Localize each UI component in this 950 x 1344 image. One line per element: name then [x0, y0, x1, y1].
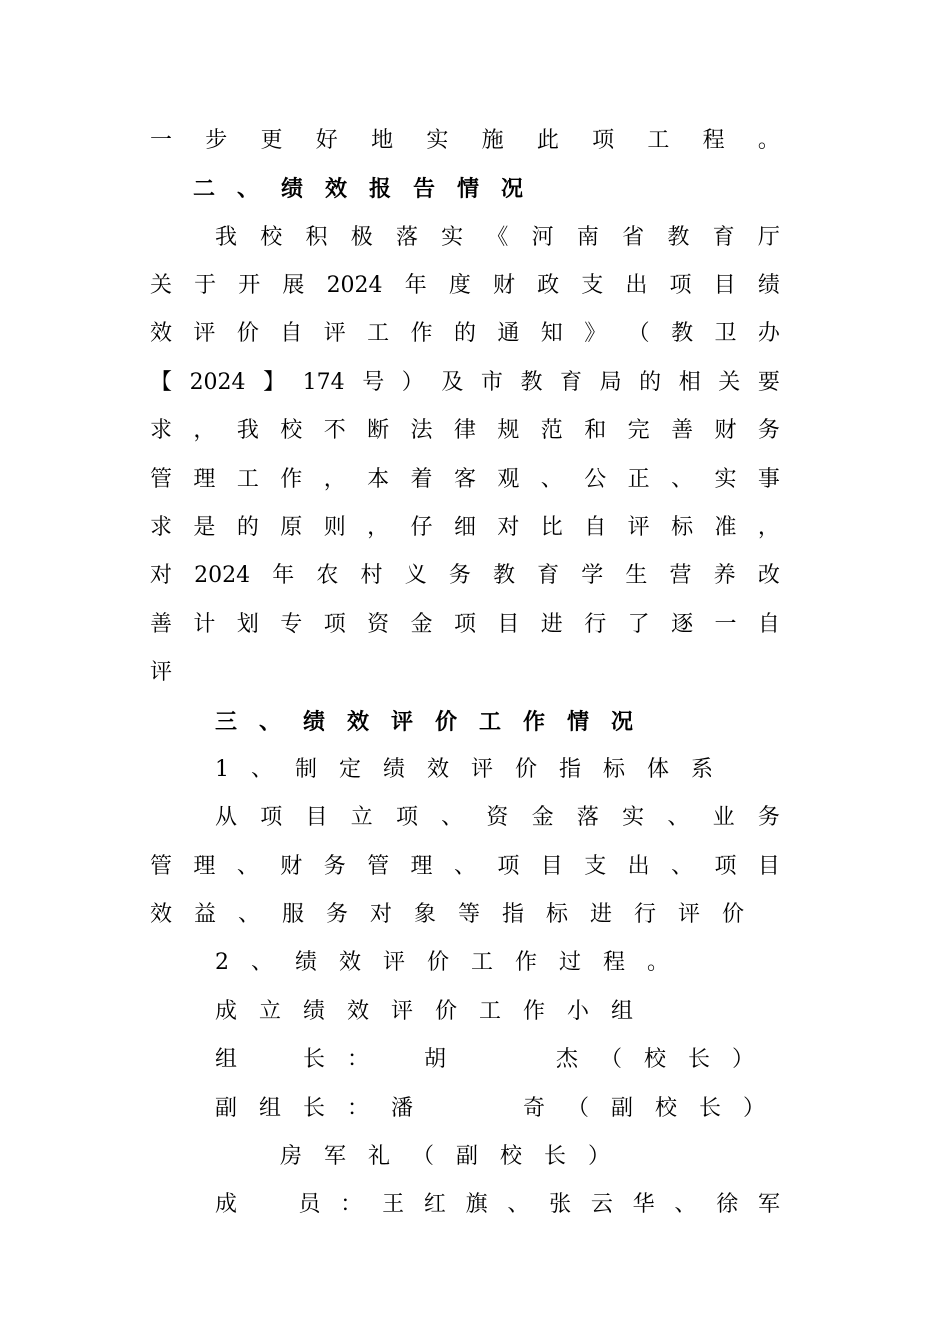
text-char: 积 [305, 225, 328, 250]
text-char: 自 [584, 515, 607, 540]
text-char: 极 [350, 225, 373, 250]
text-char [257, 1190, 279, 1220]
text-char: 客 [453, 467, 476, 492]
text-char: 和 [584, 418, 607, 443]
text-char: 自 [280, 321, 303, 346]
text-char: 度 [448, 273, 471, 298]
paragraph-line [150, 271, 780, 301]
text-char: 关 [150, 273, 173, 298]
text-char: 专 [280, 612, 303, 637]
text-char: 出 [625, 273, 648, 298]
text-char: 财 [714, 418, 737, 443]
text-char: 学 [581, 563, 604, 588]
text-char: 绩 [757, 273, 780, 298]
paragraph-line [150, 561, 780, 591]
text-char: 于 [194, 273, 217, 298]
paragraph-line [150, 852, 780, 882]
text-char: 作 [280, 467, 303, 492]
text-char: 及 [441, 370, 464, 395]
text-char: 省 [622, 225, 645, 250]
paragraph-line [150, 368, 780, 398]
text-char: 作 [410, 321, 433, 346]
text-char: 改 [757, 563, 780, 588]
paragraph-line [150, 610, 780, 640]
text-char: ， [193, 418, 216, 443]
text-char: 善 [671, 418, 694, 443]
text-char: ） [401, 370, 424, 395]
text-char: 业 [712, 805, 735, 830]
text-char: 年 [272, 563, 295, 588]
text-char: 要 [757, 370, 780, 395]
text-char: 财 [492, 273, 515, 298]
text-char: ： [340, 1192, 363, 1217]
text-char: 管 [150, 854, 173, 879]
text-char: 细 [453, 515, 476, 540]
text-char: 务 [757, 805, 780, 830]
text-char: ， [323, 467, 346, 492]
paragraph-line: 评 [150, 660, 173, 685]
text-char: 实 [441, 225, 464, 250]
text-char: 评 [627, 515, 650, 540]
text-char: 河 [531, 225, 554, 250]
text-char: 目 [305, 805, 328, 830]
text-char: 地 [371, 128, 394, 153]
text-char: 华 [632, 1192, 655, 1217]
text-char: 管 [367, 854, 390, 879]
text-char: 2024 [194, 563, 251, 588]
text-char: 工 [367, 321, 390, 346]
text-char: 务 [323, 854, 346, 879]
text-char: 是 [193, 515, 216, 540]
text-char: 资 [367, 612, 390, 637]
text-char: 市 [480, 370, 503, 395]
text-char: 校 [260, 225, 283, 250]
text-char: 此 [536, 128, 559, 153]
text-char: 工 [236, 467, 259, 492]
subsection-heading-2: 2、绩效评价工作过程。 [215, 950, 691, 975]
text-char: 、 [540, 467, 563, 492]
text-char: 施 [481, 128, 504, 153]
text-char: 、 [441, 805, 464, 830]
text-char: 立 [350, 805, 373, 830]
text-char: 仔 [410, 515, 433, 540]
deputy-leader-line: 副组长：潘 奇（副校长） [215, 1096, 788, 1121]
text-char: ， [757, 515, 780, 540]
text-char: 对 [497, 515, 520, 540]
text-char: 效 [150, 321, 173, 346]
text-char: 农 [316, 563, 339, 588]
text-char: 标 [671, 515, 694, 540]
text-char: 本 [367, 467, 390, 492]
text-char: 着 [410, 467, 433, 492]
text-char: 南 [576, 225, 599, 250]
text-char: 王 [382, 1192, 405, 1217]
text-char: 项 [714, 854, 737, 879]
text-char: （ [627, 321, 650, 346]
text-char: 】 [263, 370, 286, 395]
text-char: 务 [448, 563, 471, 588]
section-heading-2: 二、绩效报告情况 [193, 176, 546, 202]
text-char: 卫 [714, 321, 737, 346]
text-char: 政 [537, 273, 560, 298]
text-char: 好 [315, 128, 338, 153]
text-char: 一 [714, 612, 737, 637]
text-char: 更 [260, 128, 283, 153]
text-char: 财 [280, 854, 303, 879]
team-leader-line: 组 长： 胡 杰（校长） [215, 1047, 777, 1072]
text-char: 正 [627, 467, 650, 492]
text-char: 原 [280, 515, 303, 540]
text-char: 进 [540, 612, 563, 637]
text-char: 落 [395, 225, 418, 250]
text-char: 法 [410, 418, 433, 443]
text-char: 工 [647, 128, 670, 153]
text-char: 育 [537, 563, 560, 588]
text-char: 逐 [671, 612, 694, 637]
text-char: 员 [298, 1192, 321, 1217]
text-char: 评 [323, 321, 346, 346]
text-char: 教 [492, 563, 515, 588]
text-char: 目 [757, 854, 780, 879]
text-char: 计 [193, 612, 216, 637]
text-char: 事 [757, 467, 780, 492]
text-char: 教 [671, 321, 694, 346]
text-char: 了 [627, 612, 650, 637]
text-char: 厅 [757, 225, 780, 250]
text-char: 年 [404, 273, 427, 298]
text-char: 2024 [189, 370, 246, 395]
text-char: 、 [507, 1192, 530, 1217]
text-char: 项 [453, 612, 476, 637]
text-char: 局 [599, 370, 622, 395]
text-char: 、 [674, 1192, 697, 1217]
text-char: 生 [625, 563, 648, 588]
text-char: 项 [592, 128, 615, 153]
text-char: 目 [497, 612, 520, 637]
text-char: 不 [323, 418, 346, 443]
text-char: 知 [540, 321, 563, 346]
text-char: 张 [549, 1192, 572, 1217]
text-char: 育 [560, 370, 583, 395]
text-char: 从 [215, 805, 238, 830]
paragraph-line [150, 319, 780, 349]
text-char: 实 [714, 467, 737, 492]
text-char: 红 [423, 1192, 446, 1217]
text-char: 善 [150, 612, 173, 637]
text-char: 教 [520, 370, 543, 395]
text-char: 目 [540, 854, 563, 879]
text-char: 评 [193, 321, 216, 346]
text-char: 求 [150, 418, 173, 443]
text-char: 划 [236, 612, 259, 637]
text-char: ， [367, 515, 390, 540]
text-char: 2024 [326, 273, 383, 298]
text-char: 徐 [716, 1192, 739, 1217]
paragraph-line [215, 803, 780, 833]
text-char: 我 [215, 225, 238, 250]
text-char: 号 [362, 370, 385, 395]
text-char: 、 [671, 467, 694, 492]
text-char: 成 [215, 1192, 238, 1217]
text-char: 比 [540, 515, 563, 540]
paragraph-line [150, 513, 780, 543]
text-char: 自 [757, 612, 780, 637]
text-char: 【 [150, 370, 173, 395]
text-char: 完 [627, 418, 650, 443]
text-char: 实 [426, 128, 449, 153]
text-char: 云 [590, 1192, 613, 1217]
text-char: 规 [497, 418, 520, 443]
text-char: 项 [669, 273, 692, 298]
text-char: 开 [238, 273, 261, 298]
text-char: 、 [453, 854, 476, 879]
text-char: 的 [236, 515, 259, 540]
text-char: 的 [639, 370, 662, 395]
paragraph-line [215, 223, 780, 253]
text-char: 通 [497, 321, 520, 346]
text-char: 理 [193, 854, 216, 879]
text-char: 支 [584, 854, 607, 879]
deputy-leader-line-2: 房军礼（副校长） [280, 1144, 633, 1169]
subsection-heading-1: 1、制定绩效评价指标体系 [215, 757, 735, 782]
text-char: 公 [584, 467, 607, 492]
text-char: 办 [757, 321, 780, 346]
text-char: 实 [622, 805, 645, 830]
members-line [215, 1190, 780, 1220]
text-char: 对 [150, 563, 173, 588]
text-char: 程 [702, 128, 725, 153]
text-char: 步 [205, 128, 228, 153]
text-char: 则 [323, 515, 346, 540]
section-heading-3: 三、绩效评价工作情况 [215, 709, 656, 735]
text-char: 项 [497, 854, 520, 879]
text-char: 的 [453, 321, 476, 346]
text-char: 教 [667, 225, 690, 250]
text-char: 校 [280, 418, 303, 443]
text-char: 支 [581, 273, 604, 298]
text-char: 、 [236, 854, 259, 879]
text-char: 范 [540, 418, 563, 443]
paragraph-line [150, 465, 780, 495]
text-char: 价 [236, 321, 259, 346]
text-char: 。 [757, 128, 780, 153]
text-char: 观 [497, 467, 520, 492]
text-char: 相 [678, 370, 701, 395]
text-char: 项 [395, 805, 418, 830]
text-char: 断 [367, 418, 390, 443]
text-char: 旗 [465, 1192, 488, 1217]
text-char: 营 [669, 563, 692, 588]
text-char: 行 [584, 612, 607, 637]
text-char: 金 [410, 612, 433, 637]
paragraph-line: 成立绩效评价工作小组 [215, 999, 656, 1024]
paragraph-line [150, 416, 780, 446]
text-char: 目 [713, 273, 736, 298]
text-char: 落 [576, 805, 599, 830]
text-char: 出 [627, 854, 650, 879]
text-char: 准 [714, 515, 737, 540]
text-char: 》 [584, 321, 607, 346]
text-char: 项 [260, 805, 283, 830]
text-char: 义 [404, 563, 427, 588]
text-char: 理 [193, 467, 216, 492]
text-char: 养 [713, 563, 736, 588]
text-char: 展 [282, 273, 305, 298]
text-char: 一 [150, 128, 173, 153]
text-char: 管 [150, 467, 173, 492]
text-char: 关 [718, 370, 741, 395]
text-char: 、 [667, 805, 690, 830]
text-char: 我 [236, 418, 259, 443]
text-char: 军 [757, 1192, 780, 1217]
text-char: 律 [453, 418, 476, 443]
text-char: 《 [486, 225, 509, 250]
text-char: 务 [757, 418, 780, 443]
text-char: 174 [302, 370, 345, 395]
text-char: 金 [531, 805, 554, 830]
text-char: 求 [150, 515, 173, 540]
text-char: 村 [360, 563, 383, 588]
text-char: 理 [410, 854, 433, 879]
text-char: 项 [323, 612, 346, 637]
text-char: 、 [671, 854, 694, 879]
text-char: 资 [486, 805, 509, 830]
text-char: 育 [712, 225, 735, 250]
paragraph-line [150, 126, 780, 156]
paragraph-line: 效益、服务对象等指标进行评价 [150, 902, 767, 927]
